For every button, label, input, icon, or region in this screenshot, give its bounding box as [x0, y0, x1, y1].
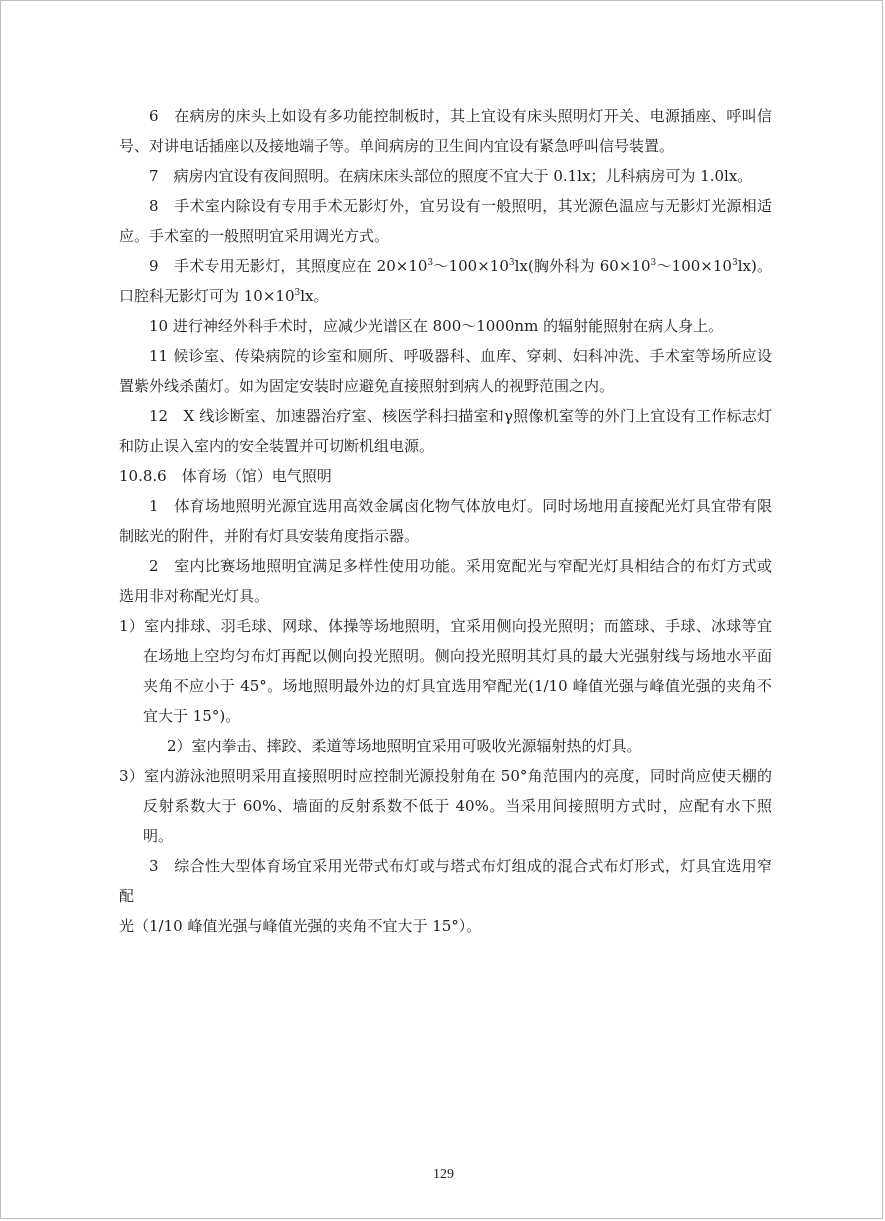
sub-item-2: 2）室内拳击、摔跤、柔道等场地照明宜采用可吸收光源辐射热的灯具。 — [167, 737, 642, 755]
sports-item-3: 3 综合性大型体育场宜采用光带式布灯或与塔式布灯组成的混合式布灯形式，灯具宜选用窄配 — [119, 857, 772, 905]
superscript: 3 — [650, 258, 657, 268]
sports-item-1: 1 体育场地照明光源宜选用高效金属卤化物气体放电灯。同时场地用直接配光灯具宜带有限制眩光的附件，并附有灯具安装角度指示器。 — [119, 497, 772, 545]
superscript: 3 — [427, 258, 434, 268]
superscript: 3 — [508, 258, 515, 268]
paragraph-item-12: 12 X 线诊断室、加速器治疗室、核医学科扫描室和γ照像机室等的外门上宜设有工作标志灯和防止误入室内的安全装置并可切断机组电源。 — [119, 407, 772, 455]
p9-text-e: lx)。口腔科无影灯可为 10×10 — [119, 257, 773, 305]
page-content — [119, 101, 772, 941]
sub-item-3: 3）室内游泳池照明采用直接照明时应控制光源投射角在 50°角范围内的亮度，同时尚应使天棚的反射系数大于 60%、墙面的反射系数不低于 40%。当采用间接照明方式时，应配有水下照明。 — [119, 767, 772, 845]
section-heading: 10.8.6 体育场（馆）电气照明 — [119, 467, 332, 485]
sub-item-1: 1）室内排球、羽毛球、网球、体操等场地照明，宜采用侧向投光照明；而篮球、手球、冰球等宜在场地上空均匀布灯再配以侧向投光照明。侧向投光照明其灯具的最大光强射线与场地水平面夹角不应小于 45°。场地照明最外边的灯具宜选用窄配光(1/10 峰值光强与峰值光强的夹角不宜大于 15°)。 — [119, 617, 772, 725]
p9-text-d: ～100×10 — [656, 257, 732, 275]
paragraph-item-10: 10 进行神经外科手术时，应减少光谱区在 800～1000nm 的辐射能照射在病人身上。 — [149, 317, 724, 335]
paragraph-item-6: 6 在病房的床头上如设有多功能控制板时，其上宜设有床头照明灯开关、电源插座、呼叫信号、对讲电话插座以及接地端子等。单间病房的卫生间内宜设有紧急呼叫信号装置。 — [119, 107, 772, 155]
superscript: 3 — [731, 258, 738, 268]
paragraph-item-7: 7 病房内宜设有夜间照明。在病床床头部位的照度不宜大于 0.1lx；儿科病房可为 1.0lx。 — [149, 167, 753, 185]
superscript: 3 — [294, 288, 301, 298]
paragraph-item-8: 8 手术室内除设有专用手术无影灯外，宜另设有一般照明，其光源色温应与无影灯光源相适应。手术室的一般照明宜采用调光方式。 — [119, 197, 772, 245]
sports-item-3-continued: 光（1/10 峰值光强与峰值光强的夹角不宜大于 15°）。 — [119, 917, 482, 935]
p9-text-f: lx。 — [300, 287, 329, 305]
page-number: 129 — [433, 1167, 454, 1182]
p9-text-b: ～100×10 — [433, 257, 509, 275]
p9-text-c: lx(胸外科为 60×10 — [514, 257, 651, 275]
p9-text-a: 9 手术专用无影灯，其照度应在 20×10 — [149, 257, 428, 275]
sports-item-2: 2 室内比赛场地照明宜满足多样性使用功能。采用宽配光与窄配光灯具相结合的布灯方式或选用非对称配光灯具。 — [119, 557, 772, 605]
paragraph-item-11: 11 候诊室、传染病院的诊室和厕所、呼吸器科、血库、穿刺、妇科冲洗、手术室等场所应设置紫外线杀菌灯。如为固定安装时应避免直接照射到病人的视野范围之内。 — [119, 347, 772, 395]
paragraph-item-9 — [119, 251, 772, 311]
